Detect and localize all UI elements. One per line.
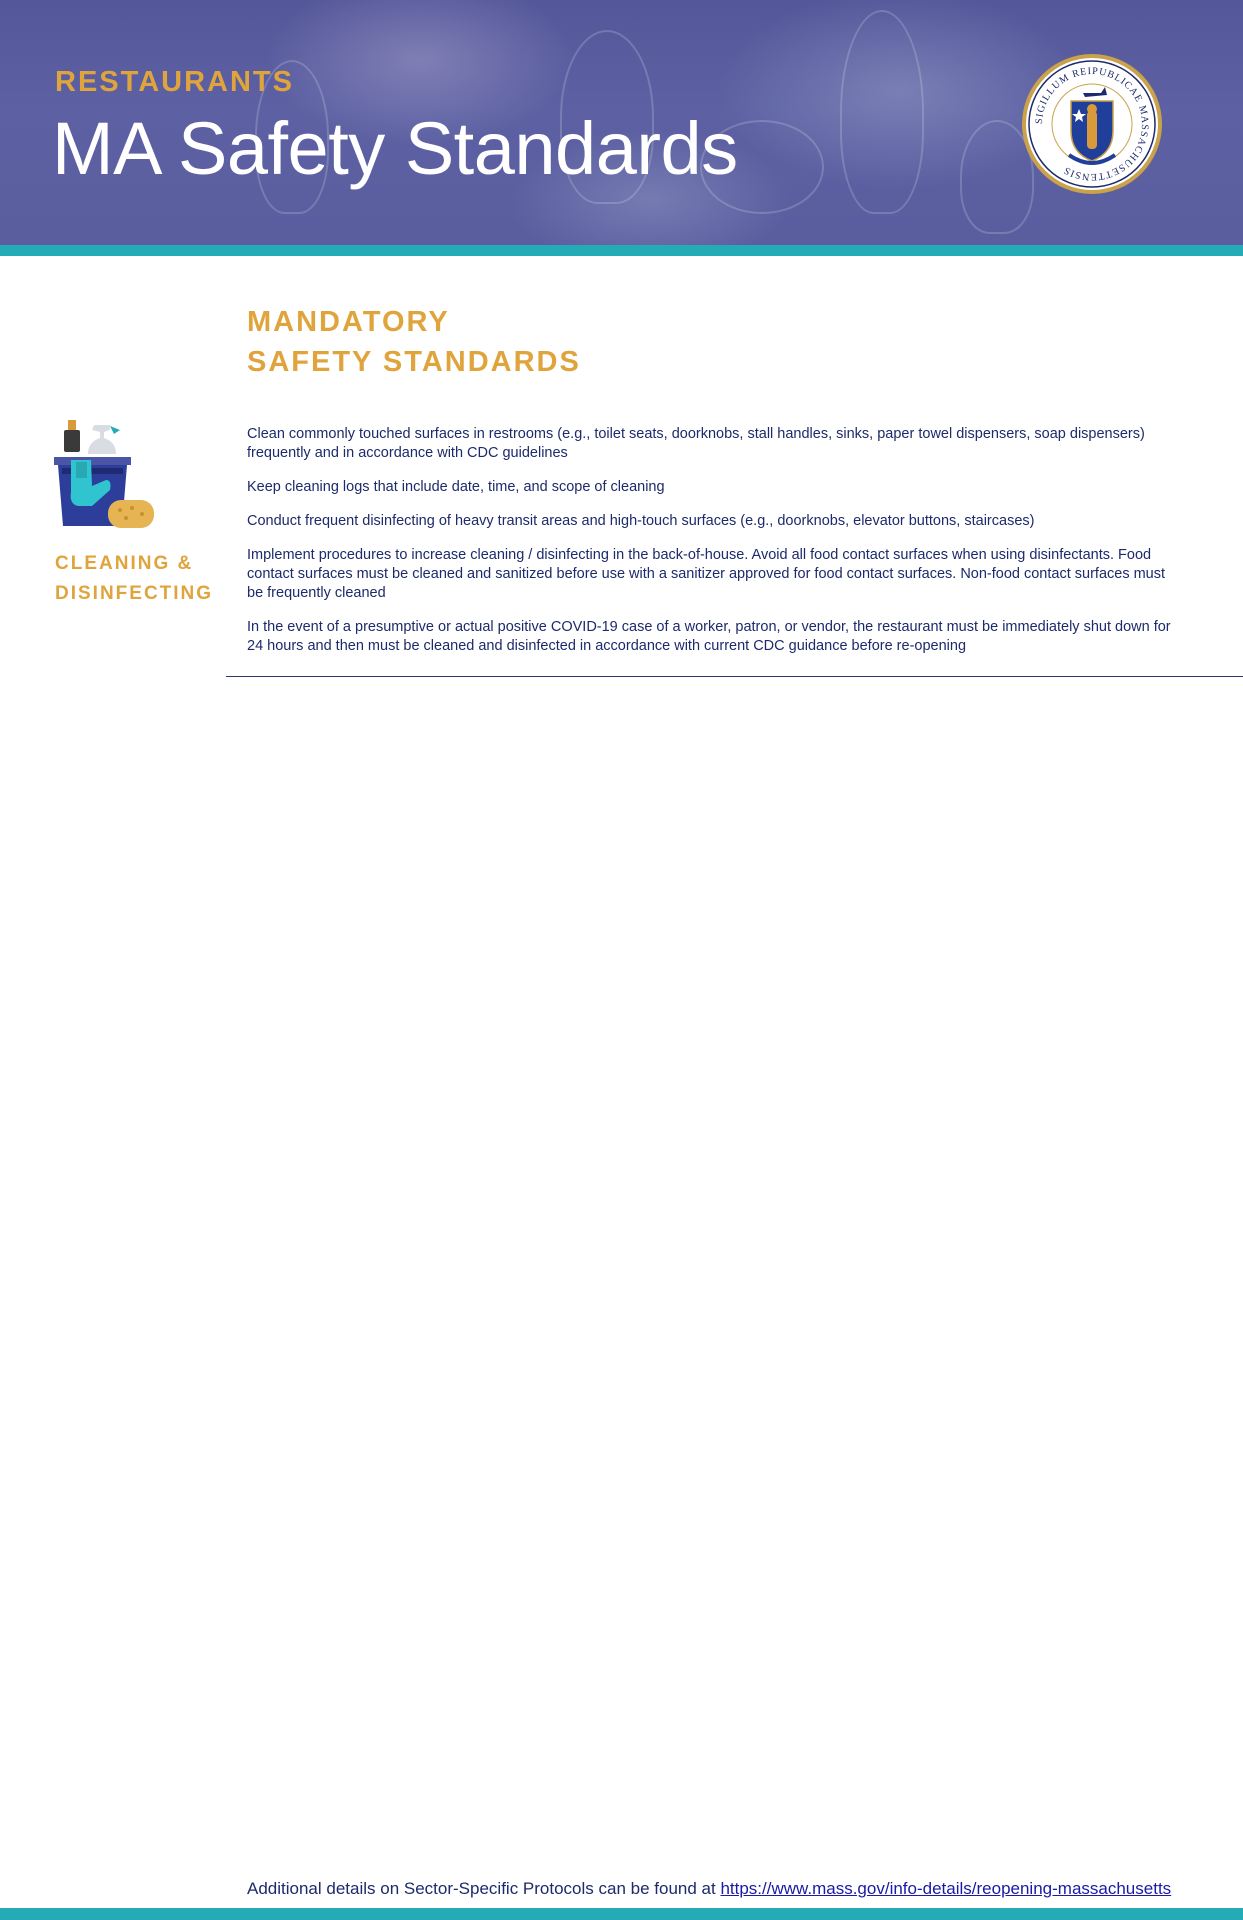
page-title: MA Safety Standards [52,107,738,190]
category-label [55,549,213,609]
massachusetts-seal-icon [1021,53,1163,195]
list-item: Conduct frequent disinfecting of heavy transit areas and high-touch surfaces (e.g., doorknobs, elevator buttons, staircases) [247,513,1035,529]
list-item: Implement procedures to increase cleaning / disinfecting in the back-of-house. Avoid all food contact surfaces when using disinfectants. Food contact surfaces must be cleaned and sanitized before use with a sanitizer approved for food contact surfaces. Non-food contact surfaces must be frequently cleaned [247,547,1166,601]
reopening-link[interactable]: https://www.mass.gov/info-details/reopening-massachusetts [720,1879,1172,1898]
category-label-line1: CLEANING & [55,553,194,574]
cleaning-supplies-icon [54,420,158,532]
footer-stripe [0,1908,1243,1920]
list-item: Clean commonly touched surfaces in restrooms (e.g., toilet seats, doorknobs, stall handles, sinks, paper towel dispensers, soap dispensers) frequently and in accordance with CDC guidelines [247,426,1145,461]
section-heading-line2: SAFETY STANDARDS [247,346,581,378]
footer-note [247,1879,1171,1899]
section-heading-line1: MANDATORY [247,306,450,338]
banner-photo-glass [840,10,924,214]
seal-text: SIGILLUM REIPUBLICAE MASSACHUSETTENSIS [1033,65,1151,183]
section-divider [226,676,1243,677]
banner-stripe [0,245,1243,256]
list-item: Keep cleaning logs that include date, time, and scope of cleaning [247,479,665,495]
footer-text: Additional details on Sector-Specific Protocols can be found at [247,1879,721,1898]
category-label-line2: DISINFECTING [55,583,214,604]
standards-list [247,425,1182,671]
section-heading [247,302,581,382]
header-banner [0,0,1243,245]
header-kicker: RESTAURANTS [55,66,294,98]
list-item: In the event of a presumptive or actual positive COVID-19 case of a worker, patron, or vendor, the restaurant must be immediately shut down for 24 hours and then must be cleaned and disinfected in accordance with current CDC guidance before re-opening [247,619,1171,654]
